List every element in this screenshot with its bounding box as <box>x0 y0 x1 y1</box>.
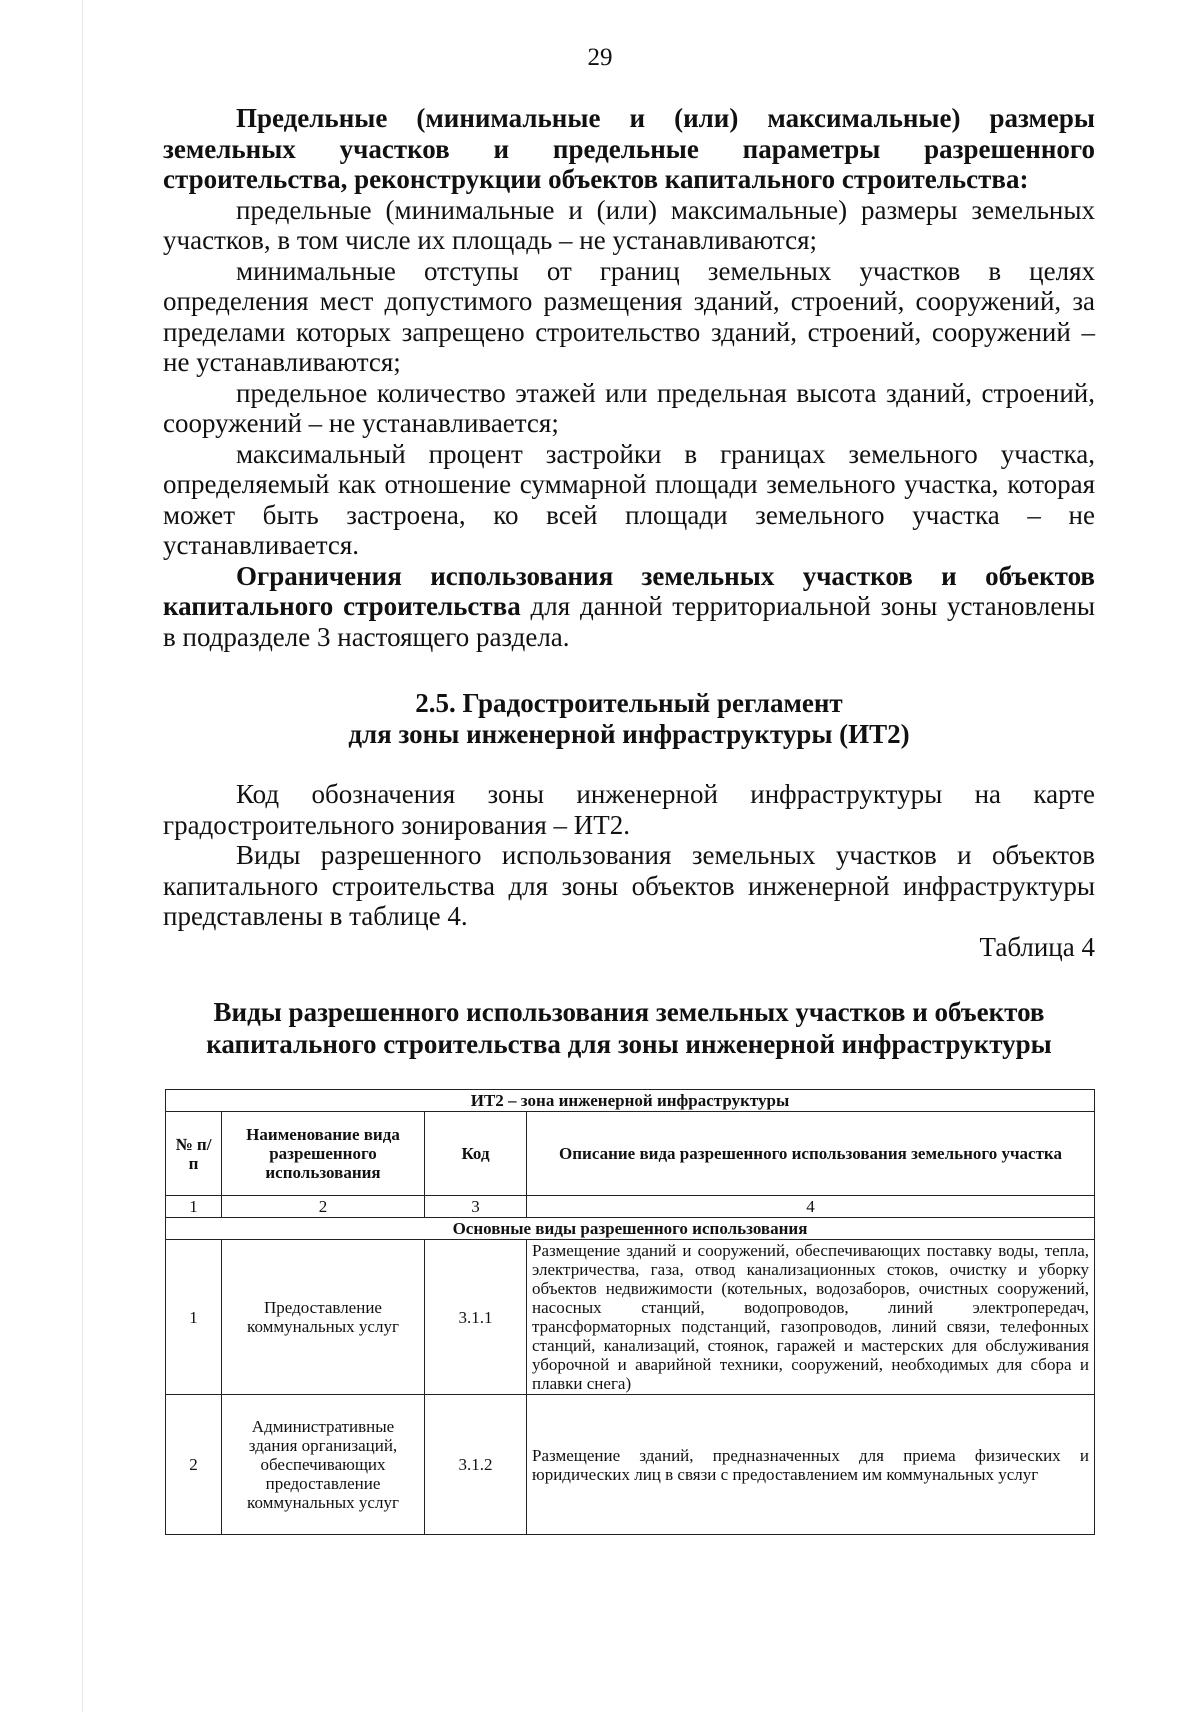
table-label: Таблица 4 <box>979 931 1095 962</box>
table-column-numbers-row <box>166 1196 1095 1218</box>
row-code: 3.1.1 <box>425 1240 527 1395</box>
table-row <box>166 1395 1095 1535</box>
restrictions-rest: для данной территориальной зоны установлены в подразделе 3 настоящего раздела. <box>163 591 1095 652</box>
section-heading-line2: для зоны инженерной инфраструктуры (ИТ2) <box>348 719 910 749</box>
header-desc: Описание вида разрешенного использования земельного участка <box>527 1112 1095 1196</box>
table-group-row <box>166 1218 1095 1240</box>
col-number: 1 <box>166 1196 222 1218</box>
row-num: 1 <box>166 1240 222 1395</box>
text-block-zone <box>163 779 1095 962</box>
table-caption <box>163 996 1095 1060</box>
row-desc: Размещение зданий, предназначенных для приема физических и юридических лиц в связи с предоставлением им коммунальных услуг <box>527 1395 1095 1535</box>
paragraph-setbacks: минимальные отступы от границ земельных участков в целях определения мест допустимого размещения зданий, строений, сооружений, за пределами которых запрещено строительство зданий, строений, сооружений – не устанавливаются; <box>163 255 1095 377</box>
paragraph-floors: предельное количество этажей или предельная высота зданий, строений, сооружений – не устанавливается; <box>163 377 1095 438</box>
row-desc: Размещение зданий и сооружений, обеспечивающих поставку воды, тепла, электричества, газа, отвод канализационных стоков, очистку и уборку объектов недвижимости (котельных, водозаборов, очистных сооружений, насосных станций, водопроводов, линий электропередач, трансформаторных подстанций, газопроводов, линий связи, телефонных станций, канализаций, стоянок, гаражей и мастерских для обслуживания уборочной и аварийной техники, сооружений, необходимых для сбора и плавки снега) <box>527 1240 1095 1395</box>
scan-edge-line <box>82 0 83 1712</box>
row-name: Предоставление коммунальных услуг <box>222 1240 425 1395</box>
header-name: Наименование вида разрешенного использования <box>222 1112 425 1196</box>
paragraph-sizes: предельные (минимальные и (или) максимальные) размеры земельных участков, в том числе их площадь – не устанавливаются; <box>163 194 1095 255</box>
paragraph-zone-uses: Виды разрешенного использования земельных участков и объектов капитального строительства для зоны объектов инженерной инфраструктуры представлены в таблице 4. <box>163 840 1095 931</box>
restrictions-bold: Ограничения использования земельных участков и объектов капитального строительства <box>163 560 1095 621</box>
table-header-row <box>166 1112 1095 1196</box>
col-number: 4 <box>527 1196 1095 1218</box>
section-heading <box>163 688 1095 750</box>
paragraph-restrictions <box>163 561 1095 653</box>
row-name: Административные здания организаций, обеспечивающих предоставление коммунальных услуг <box>222 1395 425 1535</box>
group-title: Основные виды разрешенного использования <box>166 1218 1095 1240</box>
col-number: 3 <box>425 1196 527 1218</box>
paragraph-coverage: максимальный процент застройки в границах земельного участка, определяемый как отношение суммарной площади земельного участка, которая может быть застроена, ко всей площади земельного участка – не устанавливается. <box>163 438 1095 560</box>
row-num: 2 <box>166 1395 222 1535</box>
table-zone-title: ИТ2 – зона инженерной инфраструктуры <box>166 1090 1095 1112</box>
page-number: 29 <box>587 44 613 71</box>
table-row <box>166 1240 1095 1395</box>
paragraph-zone-code: Код обозначения зоны инженерной инфраструктуры на карте градостроительного зонирования – ИТ2. <box>163 779 1095 840</box>
paragraph-heading-parameters: Предельные (минимальные и (или) максимальные) размеры земельных участков и предельные параметры разрешенного строительства, реконструкции объектов капитального строительства: <box>163 103 1095 194</box>
col-number: 2 <box>222 1196 425 1218</box>
header-code: Код <box>425 1112 527 1196</box>
table-caption-line1: Виды разрешенного использования земельных участков и объектов <box>213 997 1045 1027</box>
section-heading-line1: 2.5. Градостроительный регламент <box>415 688 843 718</box>
table-zone-row <box>166 1090 1095 1112</box>
table-caption-line2: капитального строительства для зоны инженерной инфраструктуры <box>206 1029 1052 1059</box>
uses-table <box>165 1089 1095 1535</box>
header-num: № п/п <box>166 1112 222 1196</box>
row-code: 3.1.2 <box>425 1395 527 1535</box>
text-block-parameters <box>163 103 1095 652</box>
